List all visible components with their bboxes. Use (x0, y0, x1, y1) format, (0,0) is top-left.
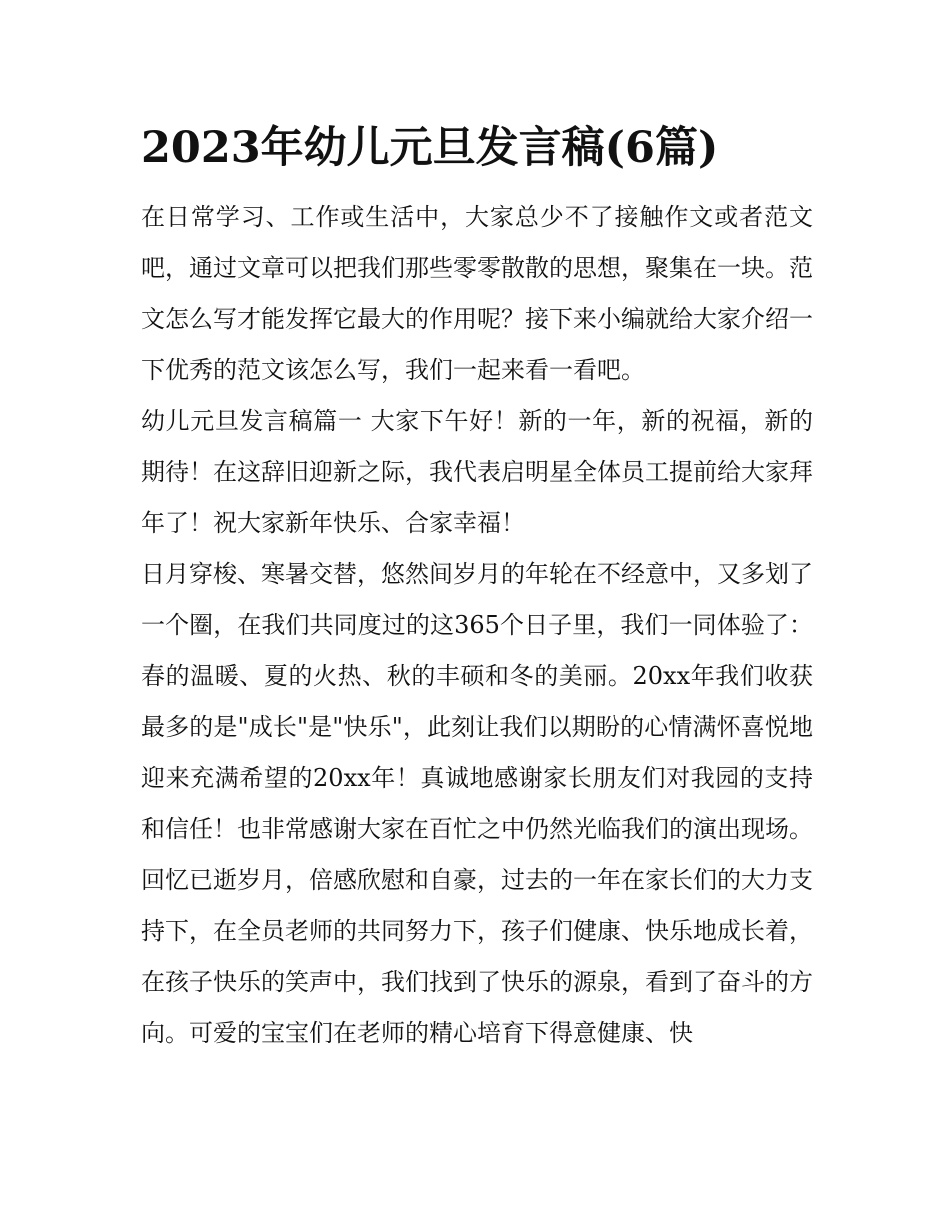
paragraph-intro: 在日常学习、工作或生活中，大家总少不了接触作文或者范文吧，通过文章可以把我们那些零零散散的思想，聚集在一块。范文怎么写才能发挥它最大的作用呢？接下来小编就给大家介绍一下优秀的范文该怎么写，我们一起来看一看吧。 (141, 203, 813, 384)
document-title: 2023年幼儿元旦发言稿(6篇) (141, 123, 719, 173)
document-page (141, 118, 813, 1059)
paragraph-memories: 回忆已逝岁月，倍感欣慰和自豪，过去的一年在家长们的大力支持下，在全员老师的共同努力下，孩子们健康、快乐地成长着，在孩子快乐的笑声中，我们找到了快乐的源泉，看到了奋斗的方向。可爱的宝宝们在老师的精心培育下得意健康、快 (141, 866, 813, 1047)
paragraph-year-review: 日月穿梭、寒暑交替，悠然间岁月的年轮在不经意中，又多划了一个圈，在我们共同度过的这365个日子里，我们一同体验了：春的温暖、夏的火热、秋的丰硕和冬的美丽。20xx年我们收获最多的是"成长"是"快乐"，此刻让我们以期盼的心情满怀喜悦地迎来充满希望的20xx年！真诚地感谢家长朋友们对我园的支持和信任！也非常感谢大家在百忙之中仍然光临我们的演出现场。 (141, 560, 813, 843)
paragraph-speech-opening: 幼儿元旦发言稿篇一 大家下午好！新的一年，新的祝福，新的期待！在这辞旧迎新之际，我代表启明星全体员工提前给大家拜年了！祝大家新年快乐、合家幸福！ (141, 407, 813, 537)
